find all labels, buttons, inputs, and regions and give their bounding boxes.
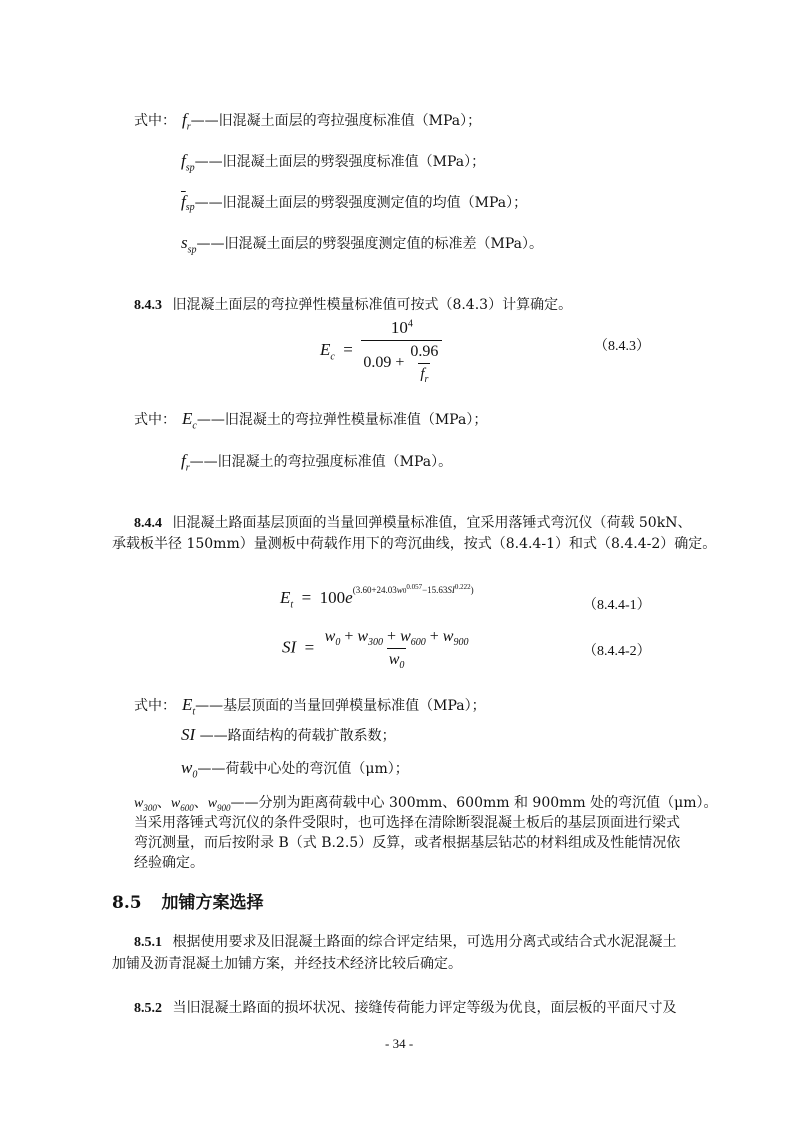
defs2-d1: ——旧混凝土的弯拉弹性模量标准值（MPa）； [196, 412, 488, 428]
s843-text: 旧混凝土面层的弯拉弹性模量标准值可按式（8.4.3）计算确定。 [172, 297, 573, 313]
eq-number-8-4-3: （8.4.3） [594, 339, 650, 354]
defs1-line3: $\overline{f}_{sp}——$旧混凝土面层的劈裂强度测定值的均值（MPa）； [181, 192, 528, 213]
symbol-fr: $f_r$ [182, 110, 191, 133]
section-8-5-heading: 8.5 加铺方案选择 [112, 893, 264, 913]
defs3-line2: SI ——路面结构的荷载扩散系数； [181, 725, 396, 744]
s844-line2: 承载板半径 150mm）量测板中荷载作用下的弯沉曲线，按式（8.4.4-1）和式（8.4.4-2）确定。 [112, 536, 717, 552]
defs3-line3: $w_0——$荷载中心处的弯沉值（μm）； [181, 758, 409, 781]
symbol-w0: $w_0$ [181, 758, 198, 781]
s851-number: 8.5.1 [134, 935, 162, 950]
equation-8-4-4-2: SI = $\frac{w_0 + w_{300} + w_{600} + w_{900}}{w_0}$ [282, 628, 469, 672]
defs1-line4 [181, 233, 544, 256]
defs3-para-line3: 经验确定。 [134, 855, 204, 871]
s851-line2: 加铺及沥青混凝土加铺方案，并经技术经济比较后确定。 [112, 956, 462, 972]
defs2-line2 [181, 451, 453, 474]
defs2-d2: ——旧混凝土的弯拉强度标准值（MPa）。 [189, 454, 453, 470]
symbol-et: $E_t$ [182, 695, 196, 718]
s843-paragraph [134, 294, 572, 314]
defs1-d3: ——旧混凝土面层的劈裂强度测定值的均值（MPa）； [194, 195, 528, 211]
symbol-fr-2: $f_r$ [181, 451, 190, 474]
symbol-fsp-mean: $\overline{f}$ [181, 192, 186, 211]
defs1-d2: ——旧混凝土面层的劈裂强度标准值（MPa）； [194, 154, 486, 170]
s852-number: 8.5.2 [134, 1001, 162, 1016]
defs3-para-line2: 弯沉测量，而后按附录 B（式 B.2.5）反算，或者根据基层钻芯的材料组成及性能情况依 [134, 835, 681, 851]
defs3-line1: 式中： $E_t——$基层顶面的当量回弹模量标准值（MPa）； [134, 695, 486, 718]
s852-line1: 8.5.2 当旧混凝土路面的损坏状况、接缝传荷能力评定等级为优良，面层板的平面尺寸及 [134, 1000, 677, 1016]
eq-number-8-4-4-2: （8.4.4-2） [583, 644, 651, 659]
defs3-para-line1: 当采用落锤式弯沉仪的条件受限时，也可选择在清除断裂混凝土板后的基层顶面进行梁式 [134, 815, 680, 831]
equation-8-4-3: $E_c$ = $10^4$ 0.09 + $\frac{0.96}{f_r}$ [320, 318, 442, 383]
defs1-line1 [134, 110, 482, 133]
symbol-ssp: $s_{sp}$ [181, 233, 197, 256]
symbol-ec: $E_c$ [182, 409, 197, 432]
defs3-prefix: 式中： [134, 698, 176, 714]
s844-number: 8.4.4 [134, 516, 162, 531]
defs2-line1 [134, 409, 488, 432]
symbol-fsp: $f_{sp}$ [181, 151, 195, 174]
s844-line1: 8.4.4 旧混凝土路面基层顶面的当量回弹模量标准值，宜采用落锤式弯沉仪（荷载 50kN、 [134, 515, 692, 531]
equation-8-4-4-1: $E_t = 100e^{(3.60+24.03w0^{0.057}-15.63SI^{0.222})}$ [280, 583, 474, 611]
defs3-w-line: $w_{300}$、$w_{600}$、$w_{900}——$分别为距离荷载中心 300mm、600mm 和 900mm 处的弯沉值（μm）。 [134, 795, 718, 813]
defs1-d1: ——旧混凝土面层的弯拉强度标准值（MPa）； [190, 113, 482, 129]
symbol-si: SI [181, 725, 196, 744]
s851-line1: 8.5.1 根据使用要求及旧混凝土路面的综合评定结果，可选用分离式或结合式水泥混凝土 [134, 934, 677, 950]
defs1-line2 [181, 151, 486, 174]
page-number: - 34 - [385, 1036, 414, 1051]
defs1-prefix: 式中： [134, 113, 176, 129]
eq-number-8-4-4-1: （8.4.4-1） [583, 598, 651, 613]
defs1-d4: ——旧混凝土面层的劈裂强度测定值的标准差（MPa）。 [196, 236, 544, 252]
s843-number: 8.4.3 [134, 298, 162, 313]
defs2-prefix: 式中： [134, 412, 176, 428]
